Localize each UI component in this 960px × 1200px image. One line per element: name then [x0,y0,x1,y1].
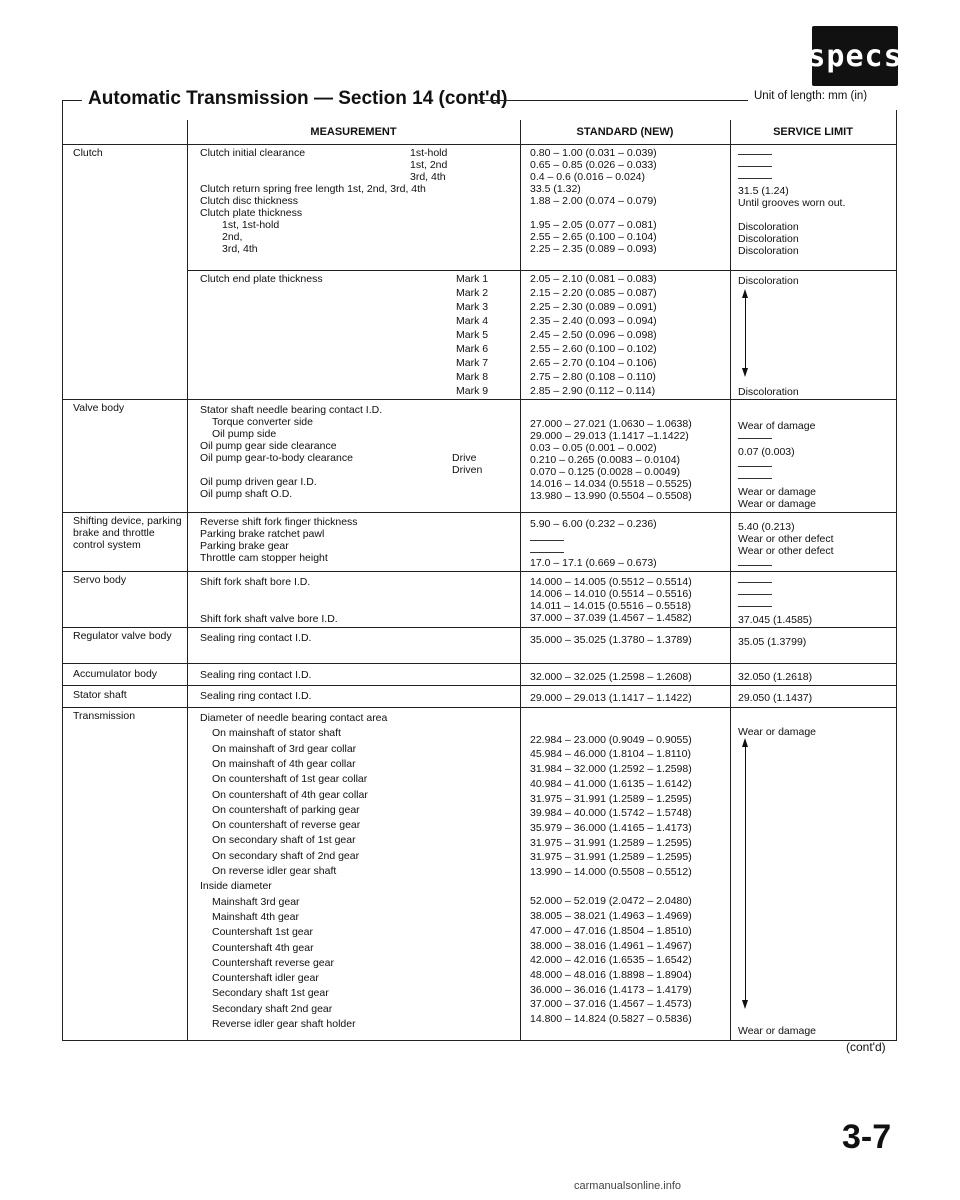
transmission-measure-item: On secondary shaft of 2nd gear [212,849,360,862]
transmission-measure-item: Reverse idler gear shaft holder [212,1018,356,1030]
header-service-limit: SERVICE LIMIT [773,126,853,138]
transmission-measure-item: On secondary shaft of 1st gear [212,834,356,847]
category-accumulator-body: Accumulator body [73,668,158,680]
clutch-std: 0.80 – 1.00 (0.031 – 0.039) [530,147,657,159]
end-plate-std: 2.35 – 2.40 (0.093 – 0.094) [530,315,657,327]
valve-measure: Oil pump driven gear I.D. [200,476,317,488]
arrow-down-icon [742,1000,748,1009]
shifting-std: 17.0 – 17.1 (0.669 – 0.673) [530,557,657,569]
end-plate-std: 2.75 – 2.80 (0.108 – 0.110) [530,371,656,383]
end-plate-mark: Mark 2 [456,287,489,299]
limit-none-dash [738,478,772,479]
clutch-std: 2.25 – 2.35 (0.089 – 0.093) [530,243,657,255]
transmission-std-item: 13.990 – 14.000 (0.5508 – 0.5512) [530,866,692,878]
limit-none-dash [738,565,772,566]
end-plate-std: 2.85 – 2.90 (0.112 – 0.114) [530,385,656,397]
clutch-measure: 3rd, 4th [222,243,258,255]
watermark-text: carmanualsonline.info [574,1180,682,1192]
transmission-std-item: 14.800 – 14.824 (0.5827 – 0.5836) [530,1013,692,1025]
category-shifting-device: Shifting device, parking brake and throttle control system [73,515,182,551]
limit-none-dash [738,154,772,155]
arrow-down-icon [742,368,748,377]
regulator-limit: 35.05 (1.3799) [738,636,807,648]
end-plate-std: 2.55 – 2.60 (0.100 – 0.102) [530,343,657,355]
end-plate-std: 2.25 – 2.30 (0.089 – 0.091) [530,301,657,313]
shifting-measure: Reverse shift fork finger thickness [200,516,358,528]
clutch-sub: 3rd, 4th [410,171,446,183]
transmission-std-item: 31.975 – 31.991 (1.2589 – 1.2595) [530,792,692,805]
transmission-measure-item: Mainshaft 4th gear [212,910,299,923]
transmission-std-item: 31.975 – 31.991 (1.2589 – 1.2595) [530,851,692,864]
transmission-std-item: 42.000 – 42.016 (1.6535 – 1.6542) [530,954,692,967]
category-valve-body: Valve body [73,402,125,414]
header-measurement: MEASUREMENT [310,126,397,138]
shifting-limit: 5.40 (0.213) [738,521,795,533]
clutch-sub: 1st-hold [410,147,448,159]
transmission-measure-item: On countershaft of reverse gear [212,819,361,832]
valve-std: 0.210 – 0.265 (0.0083 – 0.0104) [530,454,681,466]
limit-none-dash [738,166,772,167]
transmission-measure-item: Secondary shaft 2nd gear [212,1002,333,1015]
servo-std: 14.006 – 14.010 (0.5514 – 0.5516) [530,588,692,600]
valve-limit: 0.07 (0.003) [738,446,795,458]
title-rule-left [62,100,82,101]
category-clutch: Clutch [73,147,103,159]
stator-measure: Sealing ring contact I.D. [200,690,312,702]
unit-note: Unit of length: mm (in) [754,90,868,102]
end-plate-std: 2.65 – 2.70 (0.104 – 0.106) [530,357,657,369]
shifting-measure: Throttle cam stopper height [200,552,328,564]
accumulator-std: 32.000 – 32.025 (1.2598 – 1.2608) [530,671,692,683]
transmission-measure-item: On mainshaft of 4th gear collar [212,757,356,770]
shifting-limit: Wear or other defect [738,545,834,557]
shifting-measure: Parking brake gear [200,540,289,552]
limit-none-dash [738,606,772,607]
clutch-std: 33.5 (1.32) [530,183,581,195]
transmission-std-item: 47.000 – 47.016 (1.8504 – 1.8510) [530,924,692,937]
shifting-measure: Parking brake ratchet pawl [200,528,325,540]
valve-measure: Oil pump shaft O.D. [200,488,293,500]
valve-std: 0.03 – 0.05 (0.001 – 0.002) [530,442,657,454]
end-plate-mark: Mark 1 [456,273,489,285]
clutch-measure: 1st, 1st-hold [222,219,280,231]
accumulator-limit: 32.050 (1.2618) [738,671,813,683]
stator-std: 29.000 – 29.013 (1.1417 – 1.1422) [530,692,692,704]
servo-limit: 37.045 (1.4585) [738,614,813,626]
clutch-std: 1.95 – 2.05 (0.077 – 0.081) [530,219,657,231]
valve-measure: Oil pump gear-to-body clearance [200,452,353,464]
transmission-limit: Wear or damage [738,726,817,738]
transmission-measure-item: Mainshaft 3rd gear [212,895,300,908]
valve-limit: Wear or damage [738,498,817,510]
range-line [745,296,746,368]
clutch-measure: Clutch return spring free length 1st, 2nd, 3rd, 4th [200,183,426,195]
transmission-std-item: 38.000 – 38.016 (1.4961 – 1.4967) [530,939,692,952]
transmission-std-item: 37.000 – 37.016 (1.4567 – 1.4573) [530,998,692,1011]
end-plate-std: 2.45 – 2.50 (0.096 – 0.098) [530,329,657,341]
limit-none-dash [738,594,772,595]
servo-std: 37.000 – 37.039 (1.4567 – 1.4582) [530,612,692,624]
clutch-std: 0.4 – 0.6 (0.016 – 0.024) [530,171,646,183]
clutch-measure: 2nd, [222,231,243,243]
valve-std: 13.980 – 13.990 (0.5504 – 0.5508) [530,490,692,502]
servo-measure: Shift fork shaft valve bore I.D. [200,613,338,625]
transmission-std-item: 31.984 – 32.000 (1.2592 – 1.2598) [530,763,692,776]
transmission-measure-item: On mainshaft of stator shaft [212,727,341,740]
valve-std: 29.000 – 29.013 (1.1417 –1.1422) [530,430,689,442]
transmission-std-item: 36.000 – 36.016 (1.4173 – 1.4179) [530,983,692,996]
valve-std: 0.070 – 0.125 (0.0028 – 0.0049) [530,466,681,478]
title-rule-right [478,100,748,101]
valve-limit: Wear of damage [738,420,816,432]
transmission-std-item: 35.979 – 36.000 (1.4165 – 1.4173) [530,821,692,834]
transmission-std-item: 52.000 – 52.019 (2.0472 – 2.0480) [530,895,692,908]
clutch-sub: 1st, 2nd [410,159,448,171]
end-plate-mark: Mark 5 [456,329,489,341]
category-stator-shaft: Stator shaft [73,689,127,701]
valve-measure: Stator shaft needle bearing contact I.D. [200,404,383,416]
valve-measure: Oil pump gear side clearance [200,440,337,452]
transmission-measure-item: On countershaft of 4th gear collar [212,788,368,801]
header-standard: STANDARD (NEW) [576,126,674,138]
clutch-limit: Discoloration [738,233,799,245]
clutch-limit: Discoloration [738,221,799,233]
end-plate-limit: Discoloration [738,386,799,398]
transmission-measure-item: Diameter of needle bearing contact area [200,712,388,724]
clutch-limit: Discoloration [738,245,799,257]
clutch-measure: Clutch initial clearance [200,147,306,159]
end-plate-limit: Discoloration [738,275,799,287]
transmission-measure-item: Countershaft 1st gear [212,926,313,939]
valve-limit: Wear or damage [738,486,817,498]
clutch-std: 1.88 – 2.00 (0.074 – 0.079) [530,195,657,207]
end-plate-mark: Mark 3 [456,301,489,313]
end-plate-mark: Mark 6 [456,343,489,355]
valve-std: 27.000 – 27.021 (1.0630 – 1.0638) [530,418,692,430]
end-plate-std: 2.05 – 2.10 (0.081 – 0.083) [530,273,657,285]
category-transmission: Transmission [73,710,136,722]
transmission-std-item: 38.005 – 38.021 (1.4963 – 1.4969) [530,910,692,923]
valve-sub: Driven [452,464,483,476]
category-regulator-valve-body: Regulator valve body [73,630,172,642]
servo-std: 14.000 – 14.005 (0.5512 – 0.5514) [530,576,692,588]
clutch-std: 2.55 – 2.65 (0.100 – 0.104) [530,231,657,243]
page-number: 3-7 [842,1118,892,1156]
transmission-std-item: 22.984 – 23.000 (0.9049 – 0.9055) [530,733,692,746]
category-servo-body: Servo body [73,574,127,586]
std-none-dash [530,540,564,541]
page-title: Automatic Transmission — Section 14 (cont'd) [88,88,508,109]
transmission-measure-item: Secondary shaft 1st gear [212,987,329,1000]
transmission-measure-item: On mainshaft of 3rd gear collar [212,742,357,755]
transmission-limit: Wear or damage [738,1025,817,1037]
valve-measure: Oil pump side [212,428,277,440]
end-plate-std: 2.15 – 2.20 (0.085 – 0.087) [530,287,657,299]
shifting-limit: Wear or other defect [738,533,834,545]
clutch-limit: Until grooves worn out. [738,197,846,209]
transmission-std-item: 45.984 – 46.000 (1.8104 – 1.8110) [530,748,691,761]
end-plate-mark: Mark 8 [456,371,489,383]
valve-sub: Drive [452,452,477,464]
clutch-measure: Clutch disc thickness [200,195,299,207]
end-plate-label: Clutch end plate thickness [200,273,323,285]
clutch-limit: 31.5 (1.24) [738,185,789,197]
end-plate-mark: Mark 7 [456,357,489,369]
transmission-measure-item: Inside diameter [200,880,272,893]
transmission-measure-item: On countershaft of 1st gear collar [212,773,368,786]
regulator-measure: Sealing ring contact I.D. [200,632,312,644]
transmission-std-item: 40.984 – 41.000 (1.6135 – 1.6142) [530,777,692,790]
specs-badge: specs [812,26,898,86]
transmission-std-item: 31.975 – 31.991 (1.2589 – 1.2595) [530,836,692,849]
limit-none-dash [738,438,772,439]
end-plate-mark: Mark 4 [456,315,489,327]
servo-measure: Shift fork shaft bore I.D. [200,576,311,588]
end-plate-mark: Mark 9 [456,385,489,397]
transmission-std-item: 48.000 – 48.016 (1.8898 – 1.8904) [530,968,692,981]
transmission-measure-item: Countershaft 4th gear [212,941,314,954]
limit-none-dash [738,466,772,467]
limit-none-dash [738,582,772,583]
transmission-measure-item: Countershaft idler gear [212,972,319,985]
accumulator-measure: Sealing ring contact I.D. [200,669,312,681]
servo-std: 14.011 – 14.015 (0.5516 – 0.5518) [530,600,691,612]
std-none-dash [530,552,564,553]
valve-std: 14.016 – 14.034 (0.5518 – 0.5525) [530,478,692,490]
limit-none-dash [738,178,772,179]
clutch-measure: Clutch plate thickness [200,207,303,219]
continued-note: (cont'd) [846,1040,886,1054]
stator-limit: 29.050 (1.1437) [738,692,813,704]
transmission-measure-item: On countershaft of parking gear [212,803,360,816]
range-line [745,746,746,1000]
regulator-std: 35.000 – 35.025 (1.3780 – 1.3789) [530,634,692,646]
shifting-std: 5.90 – 6.00 (0.232 – 0.236) [530,518,657,530]
clutch-std: 0.65 – 0.85 (0.026 – 0.033) [530,159,657,171]
valve-measure: Torque converter side [212,416,313,428]
transmission-measure-item: On reverse idler gear shaft [212,865,337,877]
transmission-std-item: 39.984 – 40.000 (1.5742 – 1.5748) [530,807,692,820]
transmission-measure-item: Countershaft reverse gear [212,956,334,969]
